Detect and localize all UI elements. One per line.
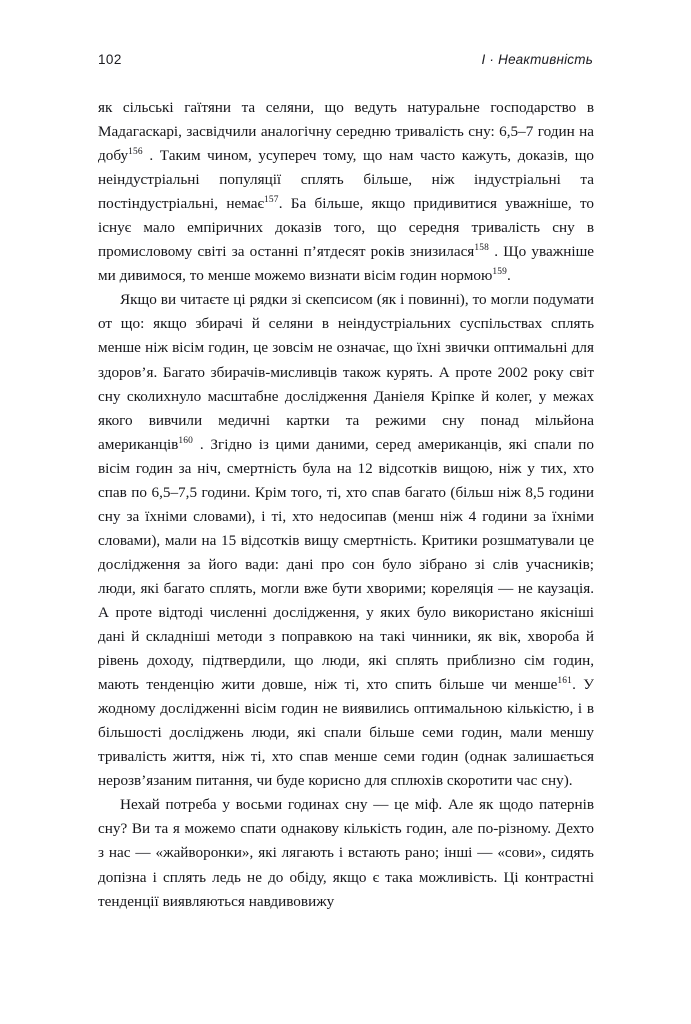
running-head-separator: · bbox=[489, 52, 495, 67]
page-number: 102 bbox=[98, 52, 122, 67]
chapter-running-title bbox=[481, 52, 593, 67]
footnote-reference[interactable]: 158 bbox=[474, 243, 490, 254]
footnote-reference[interactable]: 160 bbox=[178, 435, 194, 446]
paragraph: Якщо ви читаєте ці рядки зі скепсисом (як і повинні), то могли подумати от що: якщо збирачі й селяни в неіндустріальних суспільствах сплять менше ніж вісім годин, це зовсім не означає, що їхні звички оптимальні для здоров’я. Багато збирачів-мисливців також курять. А проте 2002 року світ сну сколихнуло масштабне дослідження Даніеля Кріпке й колег, у межах якого вивчили медичні картки та режими сну понад мільйона американців$^{160}$ . Згідно із цими даними, серед американців, які спали по вісім годин за ніч, смертність була на 12 відсотків вищою, ніж у тих, хто спав по 6,5–7,5 години. Крім того, ті, хто спав багато (більш ніж 8,5 години сну за їхніми словами), і ті, хто недосипав (менш ніж 4 години за їхніми словами), мали на 15 відсотків вищу смертність. Критики розшматували це дослідження за його вади: дані про сон було зібрано зі слів учасників; люди, які багато сплять, могли вже бути хворими; кореляція — не каузація. А проте відтоді численні дослідження, у яких було використано якісніші дані й складніші методи з поправкою на такі чинники, як вік, хвороба й рівень доходу, підтвердили, що люди, які сплять приблизно сім годин, мають тенденцію жити довше, ніж ті, хто спить більше чи менше$^{161}$. У жодному дослідженні вісім годин не виявились оптимальною кількістю, і в більшості досліджень люди, які спали більше семи годин, мали меншу тривалість життя, ніж ті, хто спав менше семи годин (однак залишається нерозв’язаним питання, чи буде корисно для сплюхів скоротити час сну). bbox=[98, 291, 594, 790]
chapter-marker: I bbox=[481, 52, 486, 67]
footnote-reference[interactable]: 157 bbox=[263, 195, 279, 206]
footnote-reference[interactable]: 161 bbox=[557, 676, 573, 687]
footnote-reference[interactable]: 156 bbox=[128, 147, 143, 158]
body-text bbox=[98, 96, 594, 914]
paragraph: Нехай потреба у восьми годинах сну — це міф. Але як щодо патернів сну? Ви та я можемо спати однакову кількість годин, але по-різному. Дехто з нас — «жайворонки», які лягають і встають рано; інші — «сови», сидять допізна і сплять ледь не до обіду, якщо є така можливість. Ці контрастні тенденції виявляються навдивовижу bbox=[98, 796, 594, 910]
running-head bbox=[98, 52, 593, 74]
footnote-reference[interactable]: 159 bbox=[492, 267, 508, 278]
paragraph: як сільські гаїтяни та селяни, що ведуть натуральне господарство в Мадагаскарі, засвідчили аналогічну середню тривалість сну: 6,5–7 годин на добу$^{156}$ . Таким чином, усупереч тому, що нам часто кажуть, доказів, що неіндустріальні популяції сплять більше, ніж індустріальні та постіндустріальні, немає$^{157}$. Ба більше, якщо придивитися уважніше, то існує мало емпіричних доказів того, що середня тривалість сну в промисловому світі за останні п’ятдесят років знизилася$^{158}$ . Що уважніше ми дивимося, то менше можемо визнати вісім годин нормою$^{159}$. bbox=[98, 99, 595, 285]
chapter-title-text: Неактивність bbox=[498, 52, 593, 67]
